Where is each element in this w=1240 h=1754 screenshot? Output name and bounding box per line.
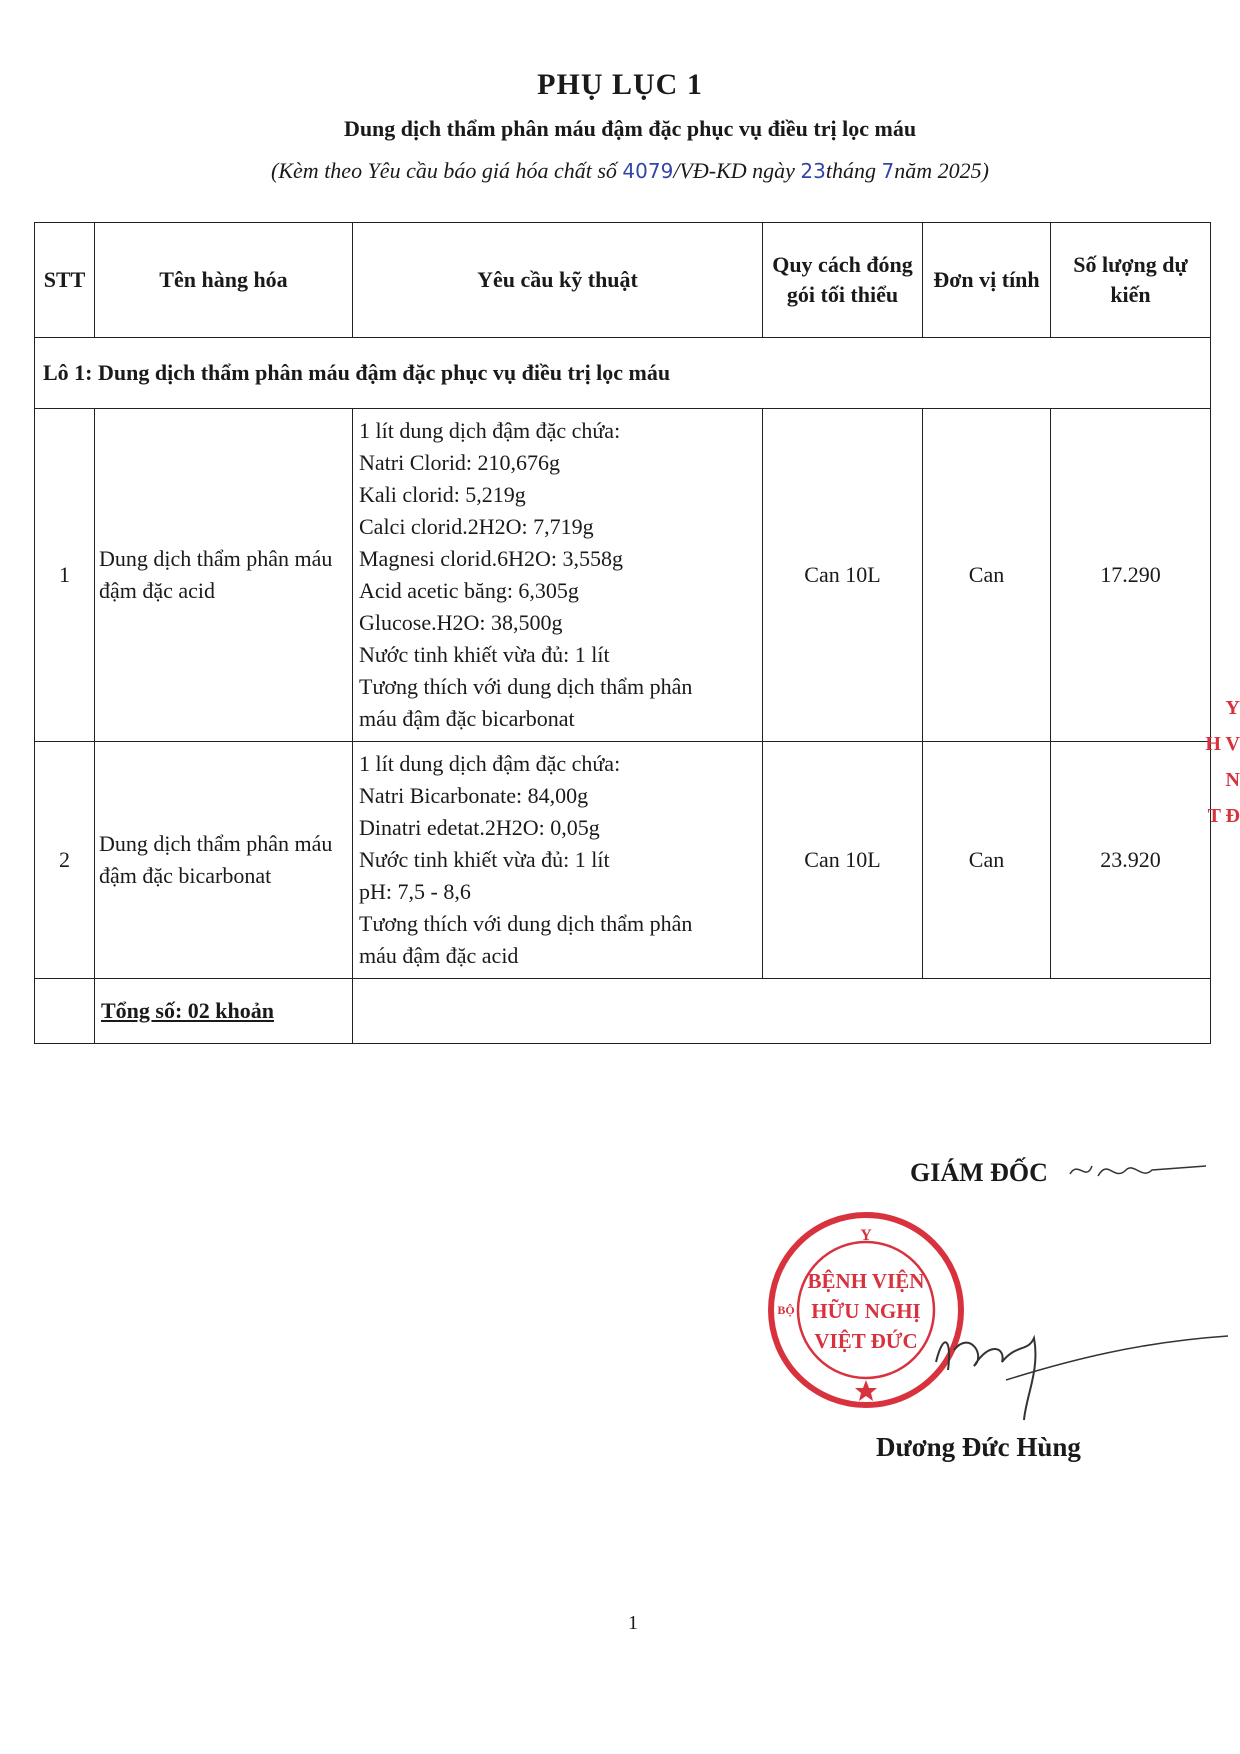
ref-number-handwritten: 4079 xyxy=(622,159,674,183)
total-empty-span xyxy=(353,979,1211,1044)
stamp-line: BỆNH VIỆN xyxy=(807,1269,925,1293)
row-stt: 2 xyxy=(35,742,95,979)
row-unit: Can xyxy=(923,409,1051,742)
lot-row xyxy=(35,338,1211,409)
ref-mid1: /VĐ-KD ngày xyxy=(673,158,801,183)
header-stt: STT xyxy=(35,223,95,338)
signer-name: Dương Đức Hùng xyxy=(876,1432,1081,1462)
row-name: Dung dịch thẩm phân máu đậm đặc bicarbonat xyxy=(95,742,353,979)
spec-line: Magnesi clorid.6H2O: 3,558g xyxy=(359,546,623,571)
spec-line: Calci clorid.2H2O: 7,719g xyxy=(359,514,594,539)
spec-line: 1 lít dung dịch đậm đặc chứa: xyxy=(359,751,621,776)
row-unit: Can xyxy=(923,742,1051,979)
page-subtitle: Dung dịch thẩm phân máu đậm đặc phục vụ điều trị lọc máu xyxy=(343,116,917,141)
header-spec: Yêu cầu kỹ thuật xyxy=(353,223,763,338)
table-row xyxy=(35,742,1211,979)
ref-prefix: (Kèm theo Yêu cầu báo giá hóa chất số xyxy=(271,158,623,183)
reference-line xyxy=(0,158,1240,184)
stamp-ring-top: Y xyxy=(860,1227,872,1244)
spec-line: Nước tinh khiết vừa đủ: 1 lít xyxy=(359,847,610,872)
total-label: Tổng số: 02 khoản xyxy=(95,979,353,1044)
row-spec xyxy=(353,742,763,979)
total-empty-cell xyxy=(35,979,95,1044)
edge-stamp-text: T Đ xyxy=(1207,805,1240,827)
spec-line: máu đậm đặc bicarbonat xyxy=(359,706,575,731)
stamp-line: VIỆT ĐỨC xyxy=(814,1329,918,1353)
row-name: Dung dịch thẩm phân máu đậm đặc acid xyxy=(95,409,353,742)
row-quantity: 17.290 xyxy=(1051,409,1211,742)
spec-line: Natri Bicarbonate: 84,00g xyxy=(359,783,589,808)
stamp-line: HỮU NGHỊ xyxy=(811,1299,921,1323)
edge-stamp-fragment xyxy=(1200,690,1240,834)
header-name: Tên hàng hóa xyxy=(95,223,353,338)
row-spec xyxy=(353,409,763,742)
page-title: PHỤ LỤC 1 xyxy=(537,68,703,101)
goods-table xyxy=(34,222,1211,1044)
header-package: Quy cách đóng gói tối thiểu xyxy=(763,223,923,338)
table-header-row xyxy=(35,223,1211,338)
spec-line: Tương thích với dung dịch thẩm phân xyxy=(359,674,693,699)
row-package: Can 10L xyxy=(763,742,923,979)
row-stt: 1 xyxy=(35,409,95,742)
ref-day-handwritten: 23 xyxy=(800,159,826,183)
director-signature xyxy=(930,1300,1230,1430)
spec-line: máu đậm đặc acid xyxy=(359,943,519,968)
director-title: GIÁM ĐỐC xyxy=(910,1158,1048,1187)
header-unit: Đơn vị tính xyxy=(923,223,1051,338)
stamp-ring-left: BỘ xyxy=(777,1303,795,1317)
stamp-star-icon xyxy=(855,1380,877,1401)
initial-signature xyxy=(1068,1152,1208,1192)
ref-suffix: năm 2025) xyxy=(894,158,989,183)
spec-line: Dinatri edetat.2H2O: 0,05g xyxy=(359,815,600,840)
edge-stamp-text: N xyxy=(1225,769,1240,791)
edge-stamp-text: H V xyxy=(1205,733,1240,755)
spec-line: Acid acetic băng: 6,305g xyxy=(359,578,579,603)
spec-line: pH: 7,5 - 8,6 xyxy=(359,879,471,904)
spec-line: 1 lít dung dịch đậm đặc chứa: xyxy=(359,418,621,443)
table-row xyxy=(35,409,1211,742)
row-package: Can 10L xyxy=(763,409,923,742)
spec-line: Tương thích với dung dịch thẩm phân xyxy=(359,911,693,936)
header-quantity: Số lượng dự kiến xyxy=(1051,223,1211,338)
row-quantity: 23.920 xyxy=(1051,742,1211,979)
edge-stamp-text: Y xyxy=(1225,697,1240,719)
page-number: 1 xyxy=(628,1612,638,1634)
spec-line: Nước tinh khiết vừa đủ: 1 lít xyxy=(359,642,610,667)
spec-line: Glucose.H2O: 38,500g xyxy=(359,610,563,635)
ref-mid2: tháng xyxy=(825,158,882,183)
spec-line: Natri Clorid: 210,676g xyxy=(359,450,561,475)
spec-line: Kali clorid: 5,219g xyxy=(359,482,526,507)
lot-label: Lô 1: Dung dịch thẩm phân máu đậm đặc phục vụ điều trị lọc máu xyxy=(35,338,1211,409)
total-row xyxy=(35,979,1211,1044)
ref-month-handwritten: 7 xyxy=(881,159,895,183)
